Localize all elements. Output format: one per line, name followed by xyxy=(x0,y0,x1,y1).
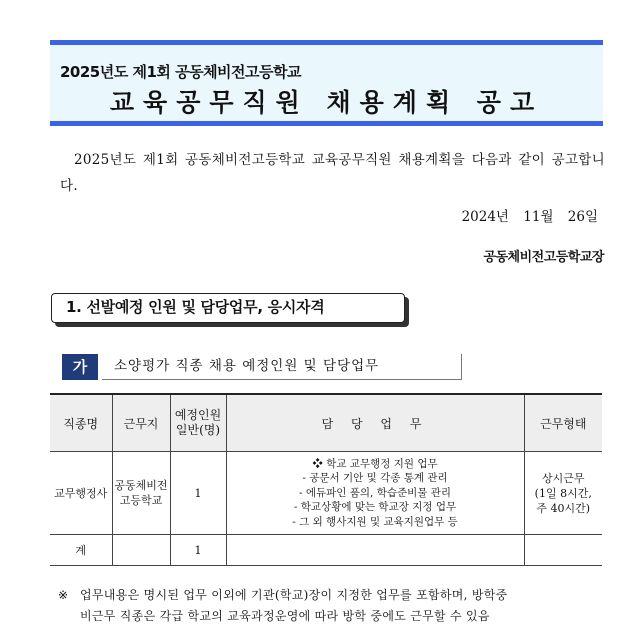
header-subtitle: 2025년도 제1회 공동체비전고등학교 xyxy=(60,63,302,81)
duty-line: - 학교상황에 맞는 학교장 지정 업무 xyxy=(293,501,457,514)
footnote xyxy=(58,585,606,627)
header-place: 근무지 xyxy=(112,394,170,452)
header-count xyxy=(170,394,226,452)
note-mark: ※ xyxy=(58,588,69,602)
cell-duties xyxy=(226,452,524,535)
table-header-row xyxy=(50,394,602,452)
page-title: 교육공무직원 채용계획 공고 xyxy=(109,88,544,117)
total-count: 1 xyxy=(170,535,226,566)
header-count-line2: 일반(명) xyxy=(175,423,221,437)
note-line1: 업무내용은 명시된 업무 이외에 기관(학교)장이 지정한 업무를 포함하며, 방학중 xyxy=(80,588,508,602)
duty-line: ❖ 학교 교무행정 지원 업무 xyxy=(312,457,438,470)
total-label: 계 xyxy=(50,535,112,566)
subsection-heading-ga xyxy=(62,354,462,380)
signer: 공동체비전고등학교장 xyxy=(483,250,604,265)
section-heading-1: 1. 선발예정 인원 및 담당업무, 응시자격 xyxy=(51,293,405,323)
subsection-badge: 가 xyxy=(62,354,98,380)
total-empty-place xyxy=(112,535,170,566)
total-empty-duties xyxy=(226,535,524,566)
cell-count: 1 xyxy=(170,452,226,535)
subsection-title: 소양평가 직종 채용 예정인원 및 담당업무 xyxy=(102,354,462,380)
intro-paragraph: 2025년도 제1회 공동체비전고등학교 교육공무직원 채용계획을 다음과 같이 공고합니다. xyxy=(60,152,605,194)
cell-type-line1: 상시근무 xyxy=(541,471,585,485)
note-line2: 비근무 직종은 각급 학교의 교육과정운영에 따라 방학 중에도 근무할 수 있음 xyxy=(80,609,490,623)
header-banner xyxy=(50,40,603,126)
duty-line: - 그 외 행사지원 및 교육지원업무 등 xyxy=(292,515,458,528)
total-empty-type xyxy=(524,535,602,566)
recruitment-table xyxy=(50,393,602,566)
cell-place xyxy=(112,452,170,535)
cell-type-line3: 주 40시간) xyxy=(536,501,591,515)
header-count-line1: 예정인원 xyxy=(174,408,222,422)
cell-type xyxy=(524,452,602,535)
header-duties: 담 당 업 무 xyxy=(226,394,524,452)
cell-place-line2: 고등학교 xyxy=(119,494,163,507)
table-total-row xyxy=(50,535,602,566)
table-row xyxy=(50,452,602,535)
duty-line: - 공문서 기안 및 각종 통계 관리 xyxy=(302,472,448,485)
cell-job: 교무행정사 xyxy=(50,452,112,535)
cell-type-line2: (1일 8시간, xyxy=(534,486,592,500)
cell-place-line1: 공동체비전 xyxy=(114,479,168,492)
duty-line: - 에듀파인 품의, 학습준비물 관리 xyxy=(298,486,452,499)
header-job: 직종명 xyxy=(50,394,112,452)
announcement-date: 2024년 11월 26일 xyxy=(461,209,598,225)
header-type: 근무형태 xyxy=(524,394,602,452)
